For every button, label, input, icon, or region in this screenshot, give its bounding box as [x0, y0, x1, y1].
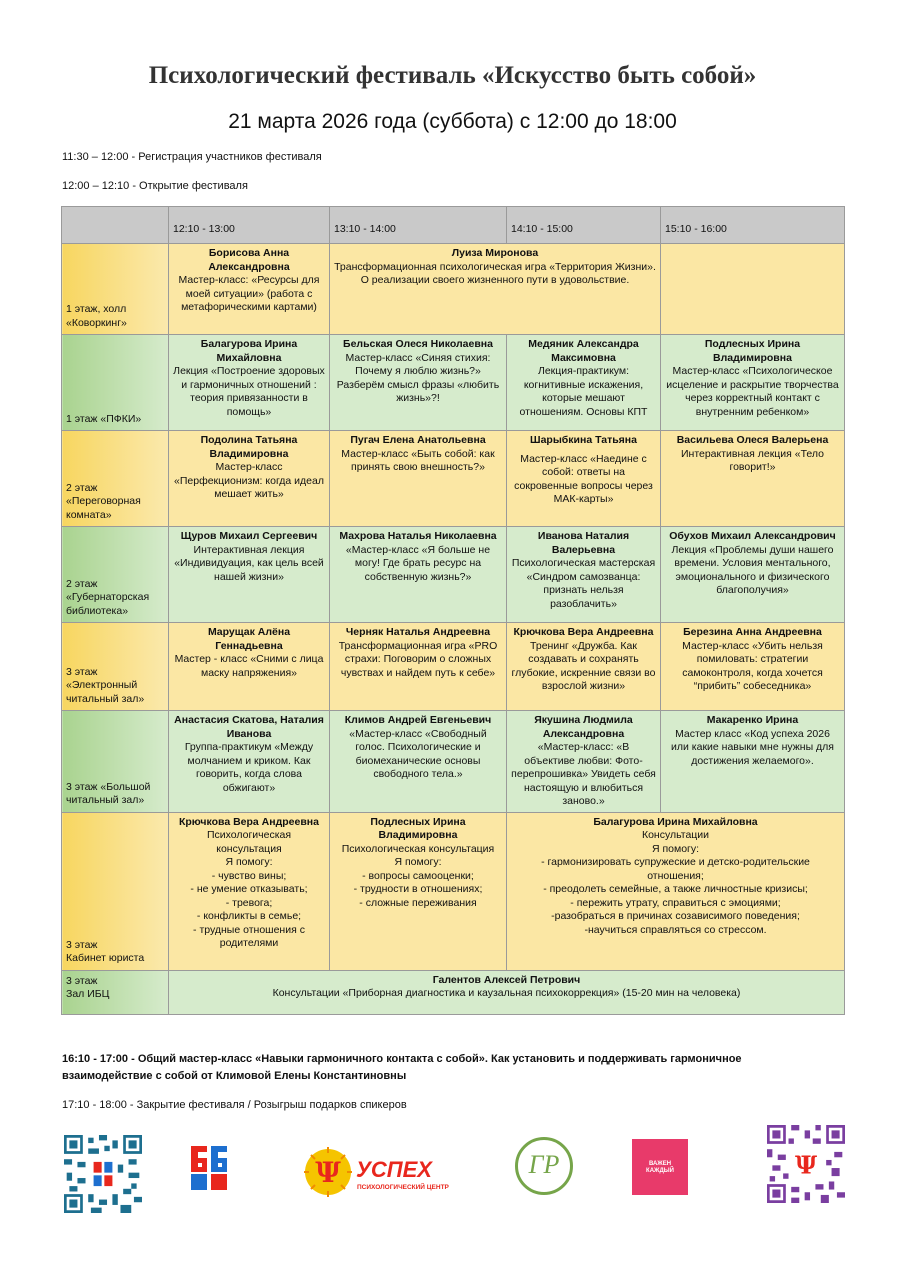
session-title: Консультации «Приборная диагностика и каузальная психокоррекция» (15-20 мин на человека) [272, 987, 741, 999]
room-label: 2 этаж «Переговорная комната» [62, 431, 169, 527]
session-cell [661, 431, 845, 527]
consultation-line: Психологическая консультация [341, 842, 495, 855]
consultation-line: - гармонизировать супружеские и детско-родительские [541, 856, 810, 868]
session-cell [507, 431, 661, 527]
room-label [62, 970, 169, 1014]
consultation-line: - не умение отказывать; [190, 883, 308, 895]
speaker-name: Медяник Александра Максимовна [528, 338, 639, 364]
svg-text:Ψ: Ψ [315, 1156, 341, 1189]
qr-code-icon[interactable] [64, 1135, 142, 1213]
time-slot-4: 15:10 - 16:00 [661, 207, 845, 244]
festival-title: Психологический фестиваль «Искусство быть собой» [148, 62, 757, 89]
session-cell [661, 335, 845, 431]
speaker-name: Анастасия Скатова, Наталия Иванова [174, 714, 324, 740]
session-title: Тренинг «Дружба. Как создавать и сохранять глубокие, искренние связи во взрослой жизни» [511, 639, 656, 692]
session-title: Трансформационная психологическая игра «Территория Жизни». О реализации своего жизненного пути в удовольствие. [334, 260, 656, 286]
session-cell [507, 527, 661, 623]
qr-code-purple-icon[interactable] [767, 1125, 845, 1203]
schedule-row-governor-library [62, 527, 845, 623]
schedule-row-negotiation-room [62, 431, 845, 527]
speaker-name: Черняк Наталья Андреевна [345, 626, 491, 638]
vazhen-line1: ВАЖЕН [648, 1161, 672, 1167]
vazhen-kazhdy-logo [632, 1139, 688, 1195]
consultation-line: консультация [216, 842, 282, 855]
consultation-line: Психологическая [206, 829, 292, 841]
session-title: Мастер-класс: «Ресурсы для моей ситуации» (работа с метафорическими картами) [178, 274, 320, 313]
consultation-line: - трудности в отношениях; [353, 883, 483, 895]
consultation-line: -разобраться в причинах созависимого поведения; [551, 910, 800, 922]
speaker-name: Балагурова Ирина Михайловна [200, 338, 298, 364]
consultation-line: - преодолеть семейные, а также личностные кризисы; [543, 883, 808, 895]
speaker-name: Подлесных Ирина Владимировна [370, 815, 466, 841]
consultation-line: Я помогу: [394, 856, 442, 868]
speaker-name: Щуров Михаил Сергеевич [180, 530, 318, 542]
session-cell [330, 335, 507, 431]
room-floor: 3 этаж [66, 974, 98, 987]
consultation-cell [507, 812, 845, 970]
uspeh-center-logo [304, 1147, 454, 1197]
speaker-name: Васильева Олеся Валерьена [676, 434, 829, 446]
session-cell [661, 711, 845, 813]
room-label: 3 этаж «Большой читальный зал» [62, 711, 169, 813]
session-cell [507, 623, 661, 711]
session-title: Лекция-практикум: когнитивные искажения, которые мешают отношениям. Основы КПТ [519, 365, 648, 418]
speaker-name: Крючкова Вера Андреевна [178, 815, 319, 828]
room-header-cell [62, 207, 169, 244]
library-logo-icon [189, 1144, 229, 1192]
time-slot-2: 13:10 - 14:00 [330, 207, 507, 244]
session-title: Интерактивная лекция «Индивидуация, как цель всей нашей жизни» [174, 543, 324, 583]
consultation-line: - вопросы самооценки; [362, 869, 474, 882]
room-label [62, 812, 169, 970]
speaker-name: Балагурова Ирина Михайловна [593, 815, 758, 828]
session-cell [169, 527, 330, 623]
session-cell [507, 711, 661, 813]
closing-line: 17:10 - 18:00 - Закрытие фестиваля / Розыгрыш подарков спикеров [62, 1099, 407, 1111]
consultation-line: - конфликты в семье; [196, 910, 302, 922]
room-label: 1 этаж «ПФКИ» [62, 335, 169, 431]
consultation-line: - пережить утрату, справиться с эмоциями; [570, 896, 781, 909]
consultation-line: - тревога; [225, 896, 273, 909]
session-title: «Мастер-класс «Свободный голос. Психологические и биомеханические основы свободного тела.» [349, 727, 487, 780]
session-cell [169, 711, 330, 813]
speaker-name: Шарыбкина Татьяна [530, 434, 637, 446]
consultation-line: Я помогу: [651, 842, 700, 855]
session-title: «Мастер-класс: «В объективе любви: Фото-перепрошивка» Увидеть себя настоящую и влюбиться заново.» [511, 741, 656, 807]
session-title: Мастер класс «Код успеха 2026 или какие навыки мне нужны для достижения желаемого». [671, 727, 834, 767]
session-title: Психологическая мастерская «Синдром самозванца: признать нельзя разоблачить» [511, 557, 656, 610]
consultation-line: родителями [219, 937, 279, 949]
session-cell [169, 335, 330, 431]
session-title: Мастер-класс «Перфекционизм: когда идеал мешает жить» [174, 461, 324, 500]
schedule-row-big-reading-room [62, 711, 845, 813]
session-title: Лекция «Построение здоровых и гармоничных отношений : теория привязанности в помощь» [173, 365, 325, 418]
speaker-name: Подолина Татьяна Владимировна [200, 434, 298, 460]
session-title: Мастер-класс «Быть собой: как принять свою внешность?» [341, 447, 495, 473]
time-header-row [62, 207, 845, 244]
schedule-row-coworking [62, 244, 845, 335]
room-label: 3 этаж «Электронный читальный зал» [62, 623, 169, 711]
consultation-line: -научиться справляться со стрессом. [584, 923, 767, 936]
speaker-name: Махрова Наталья Николаевна [339, 530, 497, 542]
speaker-name: Иванова Наталия Валерьевна [537, 530, 630, 556]
general-masterclass: 16:10 - 17:00 - Общий мастер-класс «Навыки гармоничного контакта с собой». Как установить и поддерживать гармоничное взаимодействие с собой от Климовой Елены Константиновны [62, 1053, 742, 1082]
room-floor: 3 этаж [66, 938, 98, 951]
consultation-line: отношения; [647, 869, 704, 882]
consultation-line: - сложные переживания [359, 896, 477, 909]
time-slot-3: 14:10 - 15:00 [507, 207, 661, 244]
session-title: Мастер-класс «Синяя стихия: Почему я люблю жизнь?» Разберём смысл фразы «любить жизнь»?! [336, 351, 500, 404]
session-cell [507, 335, 661, 431]
registration-line: 11:30 – 12:00 - Регистрация участников фестиваля [62, 151, 322, 163]
empty-cell [661, 244, 845, 335]
session-cell [169, 623, 330, 711]
session-cell [330, 244, 661, 335]
session-cell [661, 623, 845, 711]
consultation-line: Я помогу: [225, 856, 273, 868]
consultation-line: - трудные отношения с [193, 923, 305, 936]
speaker-name: Луиза Миронова [451, 247, 539, 259]
festival-date: 21 марта 2026 года (суббота) с 12:00 до 18:00 [228, 110, 677, 133]
schedule-table [61, 206, 845, 1015]
speaker-name: Борисова Анна Александровна [208, 247, 290, 273]
speaker-name: Макаренко Ирина [706, 714, 799, 726]
room-name: Кабинет юриста [66, 952, 145, 964]
speaker-name: Бельская Олеся Николаевна [343, 338, 493, 350]
session-title: Мастер-класс «Убить нельзя помиловать: стратегии самоконтроля, когда хочется “прибить” собеседника» [682, 639, 823, 692]
speaker-name: Пугач Елена Анатольевна [350, 434, 486, 446]
session-cell [330, 711, 507, 813]
schedule-row-e-reading-room [62, 623, 845, 711]
session-title: Трансформационная игра «PRO страхи: Поговорим о сложных чувствах и найдем путь к себе» [338, 639, 498, 679]
svg-text:Ψ: Ψ [794, 1150, 818, 1180]
speaker-name: Крючкова Вера Андреевна [513, 626, 654, 638]
speaker-name: Марущак Алёна Геннадьевна [207, 626, 291, 652]
session-cell [330, 431, 507, 527]
session-title: Группа-практикум «Между молчанием и криком. Как говорить, когда слова обжигают» [184, 741, 314, 794]
speaker-name: Обухов Михаил Александрович [669, 530, 836, 542]
consultation-line: Консультации [641, 829, 710, 841]
session-title: Интерактивная лекция «Тело говорит!» [680, 447, 825, 473]
session-title: Мастер-класс «Психологическое исцеление и раскрытие творчества через корректный контакт с внутренним ребенком» [666, 365, 839, 418]
room-name: Зал ИБЦ [66, 988, 110, 1000]
uspeh-subtitle: ПСИХОЛОГИЧЕСКИЙ ЦЕНТР [357, 1184, 449, 1191]
session-cell [169, 431, 330, 527]
uspeh-name: УСПЕХ [356, 1157, 432, 1182]
speaker-name: Галентов Алексей Петрович [432, 973, 581, 986]
session-cell [330, 623, 507, 711]
session-title: Мастер-класс «Наедине с собой: ответы на сокровенные вопросы через МАК-карты» [514, 452, 653, 505]
time-slot-1: 12:10 - 13:00 [169, 207, 330, 244]
speaker-name: Подлесных Ирина Владимировна [704, 338, 801, 364]
session-cell [330, 527, 507, 623]
session-cell [661, 527, 845, 623]
green-monogram-logo: ГР [515, 1137, 573, 1195]
session-cell [169, 970, 845, 1014]
consultation-line: - чувство вины; [211, 869, 287, 882]
vazhen-line2: КАЖДЫЙ [646, 1168, 674, 1174]
room-label: 1 этаж, холл «Коворкинг» [62, 244, 169, 335]
speaker-name: Березина Анна Андреевна [683, 626, 822, 638]
session-title: Мастер - класс «Сними с лица маску напряжения» [174, 653, 324, 679]
partner-logos [0, 1125, 905, 1205]
session-cell [169, 244, 330, 335]
consultation-cell [330, 812, 507, 970]
schedule-row-ibc-hall [62, 970, 845, 1014]
schedule-row-pfki [62, 335, 845, 431]
speaker-name: Климов Андрей Евгеньевич [344, 714, 492, 726]
speaker-name: Якушина Людмила Александровна [534, 714, 633, 740]
session-title: «Мастер-класс «Я больше не могу! Где брать ресурс на собственную жизнь?» [345, 543, 491, 583]
consultation-cell [169, 812, 330, 970]
schedule-row-lawyer-office [62, 812, 845, 970]
session-title: Лекция «Проблемы души нашего времени. Условия ментального, эмоционального и физического благополучия» [671, 543, 834, 596]
opening-line: 12:00 – 12:10 - Открытие фестиваля [62, 180, 248, 192]
room-label: 2 этаж «Губернаторская библиотека» [62, 527, 169, 623]
